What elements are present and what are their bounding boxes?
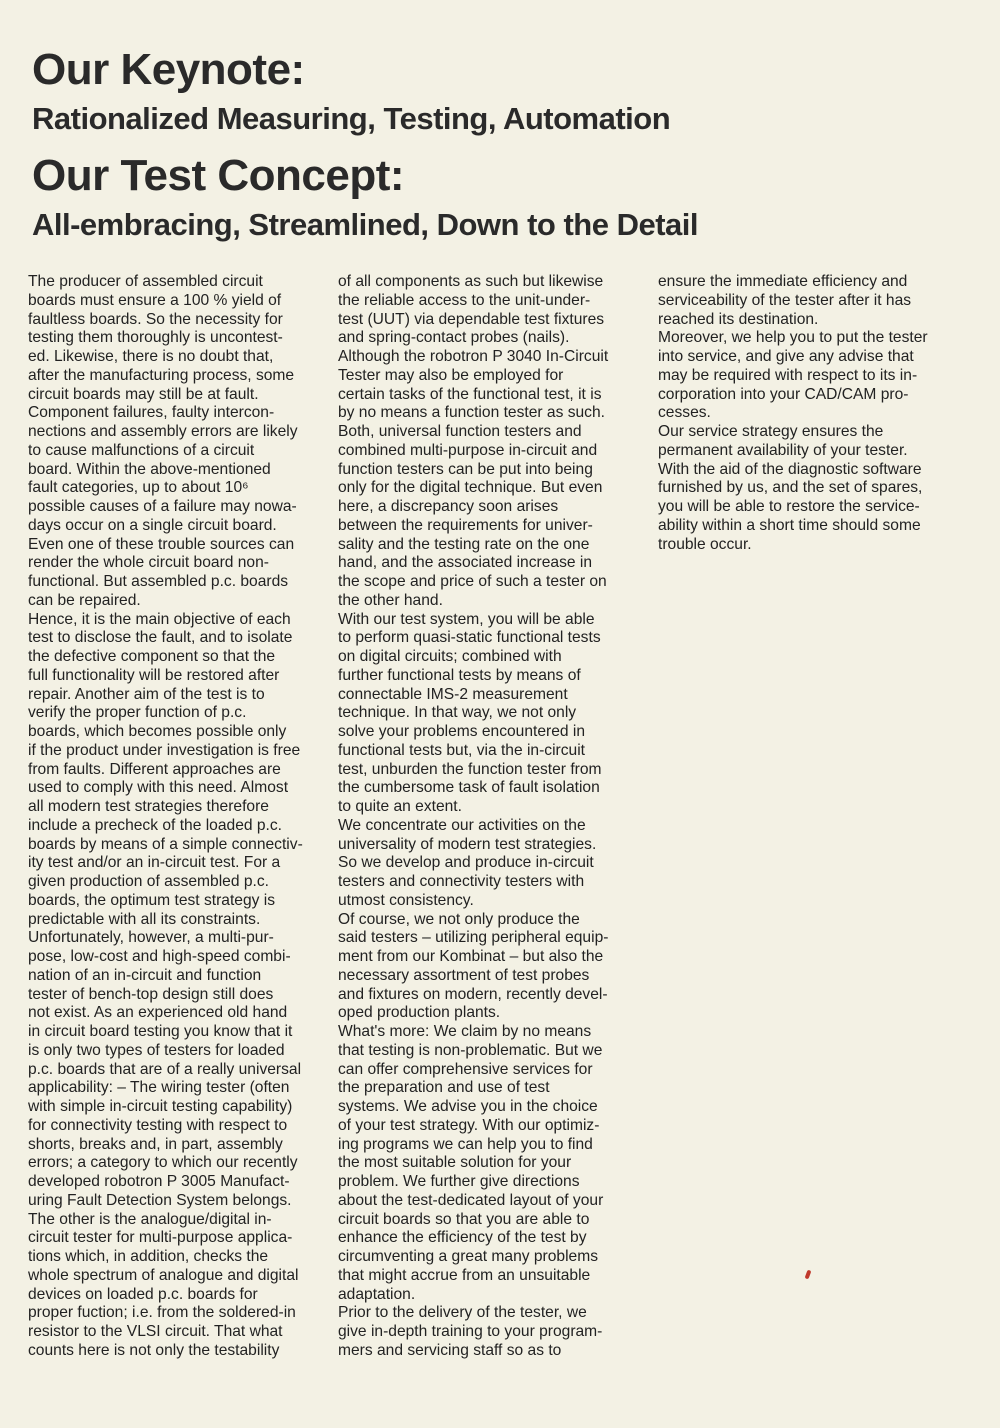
text-column-3 — [658, 273, 958, 554]
paragraph: We concentrate our activities on the universality of modern test strategies. So we develop and produce in-circuit testers and connectivity testers with utmost consistency. — [338, 816, 597, 909]
paragraph: Of course, we not only produce the said testers – utilizing peripheral equip- ment from our Kombinat – but also the necessary assortment of test probes and fixtures on modern, recently devel- oped production plants. — [338, 910, 609, 1022]
paragraph: Our service strategy ensures the permanent availability of your tester. With the aid of the diagnostic software furnished by us, and the set of spares, you will be able to restore the service- ability within a short time should some trouble occur. — [658, 423, 923, 553]
paragraph: of all components as such but likewise the reliable access to the unit-under- test (UUT) via dependable test fixtures and spring-contact probes (nails). Although the robotron P 3040 In-Circuit Tester may also be employed for certain tasks of the functional test, it is by no means a function tester as such. Both, universal function testers and combined multi-purpose in-circuit and function testers can be put into being only for the digital technique. But even here, a discrepancy soon arises between the requirements for univer- sality and the testing rate on the one hand, and the associated increase in the scope and price of such a tester on the other hand. — [338, 273, 609, 609]
keynote-title: Our Keynote: — [32, 45, 305, 94]
text-column-2 — [338, 273, 648, 1361]
paragraph: Hence, it is the main objective of each test to disclose the fault, and to isolate the defective component so that the full functionality will be restored after repair. Another aim of the test is to verify the proper function of p.c. boards, which becomes possible only if the product under investigation is free from faults. Different approaches are used to comply with this need. Almost all modern test strategies therefore include a precheck of the loaded p.c. boards by means of a simple connectiv- ity test and/or an in-circuit test. For a given production of assembled p.c. boards, the optimum test strategy is predictable with all its constraints. Unfortunately, however, a multi-pur- pose, low-cost and high-speed combi- nation of an in-circuit and function tester of bench-top design still does not exist. As an experienced old hand in circuit board testing you know that it is only two types of testers for loaded p.c. boards that are of a really universal applicability: – The wiring tester (often with simple in-circuit testing capability) for connectivity testing with respect to shorts, breaks and, in part, assembly errors; a category to which our recently developed robotron P 3005 Manufact- uring Fault Detection System belongs. The other is the analogue/digital in- circuit tester for multi-purpose applica- tions which, in addition, checks the whole spectrum of analogue and digital devices on loaded p.c. boards for proper fuction; i.e. from the soldered-in resistor to the VLSI circuit. That what counts here is not only the testability — [28, 610, 303, 1359]
paragraph: ensure the immediate efficiency and serviceability of the tester after it has reached its destination. — [658, 273, 912, 328]
paragraph: The producer of assembled circuit boards must ensure a 100 % yield of faultless boards. So the necessity for testing them thoroughly is uncontest- ed. Likewise, there is no doubt that, after the manufacturing process, some circuit boards may still be at fault. Component failures, faulty intercon- nections and assembly errors are likely to cause malfunctions of a circuit board. Within the above-mentioned fault categories, up to about 10⁶ possible causes of a failure may nowa- days occur on a single circuit board. Even one of these trouble sources can render the whole circuit board non- functional. But assembled p.c. boards can be repaired. — [28, 273, 298, 609]
test-concept-title: Our Test Concept: — [32, 151, 405, 200]
test-concept-subtitle: All-embracing, Streamlined, Down to the Detail — [32, 207, 698, 242]
paragraph: Prior to the delivery of the tester, we give in-depth training to your program- mers and servicing staff so as to — [338, 1304, 603, 1359]
ink-mark — [805, 1270, 812, 1280]
paragraph: What's more: We claim by no means that testing is non-problematic. But we can offer comprehensive services for the preparation and use of test systems. We advise you in the choice of your test strategy. With our optimiz- ing programs we can help you to find the most suitable solution for your problem. We further give directions about the test-dedicated layout of your circuit boards so that you are able to enhance the efficiency of the test by circumventing a great many problems that might accrue from an unsuitable adaptation. — [338, 1023, 604, 1303]
keynote-subtitle: Rationalized Measuring, Testing, Automation — [32, 101, 671, 136]
paragraph: With our test system, you will be able to perform quasi-static functional tests on digital circuits; combined with further functional tests by means of connectable IMS-2 measurement technique. In that way, we not only solve your problems encountered in functional tests but, via the in-circuit test, unburden the function tester from the cumbersome task of fault isolation to quite an extent. — [338, 610, 602, 815]
paragraph: Moreover, we help you to put the tester into service, and give any advise that may be required with respect to its in- corporation into your CAD/CAM pro- cesses. — [658, 329, 928, 422]
text-column-1 — [28, 273, 328, 1361]
